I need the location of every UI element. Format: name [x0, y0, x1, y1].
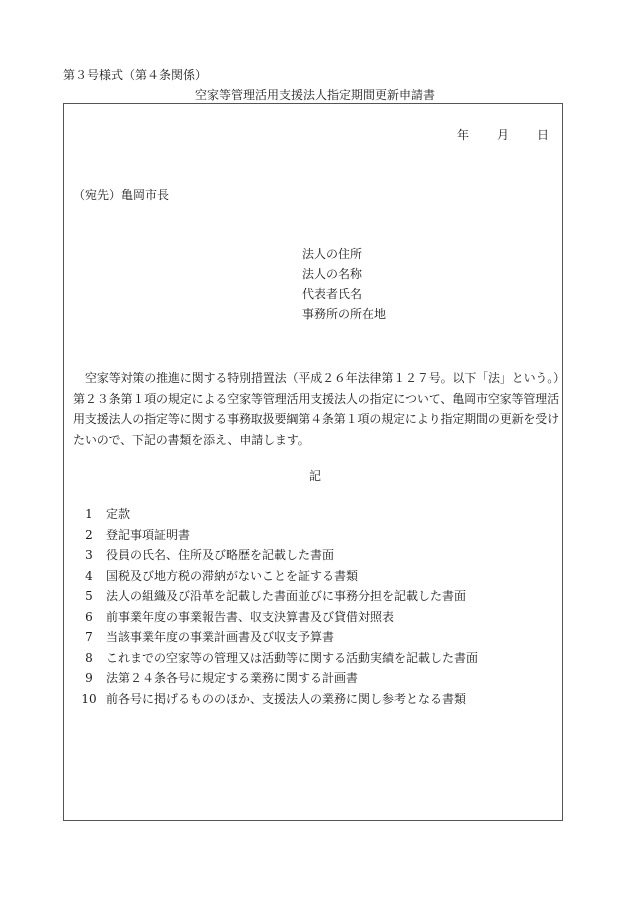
- list-item: [78, 525, 478, 546]
- date-line: [457, 126, 549, 143]
- list-item-text: 法第２４条各号に規定する業務に関する計画書: [106, 671, 359, 685]
- addressee: （宛先）亀岡市長: [73, 188, 170, 202]
- list-item: [78, 689, 478, 710]
- list-item-text: 役員の氏名、住所及び略歴を記載した書面: [106, 548, 335, 562]
- list-item: [78, 504, 478, 525]
- list-item-number: 1: [85, 507, 93, 521]
- list-item: [78, 545, 478, 566]
- representative-name-label: 代表者氏名: [302, 287, 363, 301]
- list-item: [78, 648, 478, 669]
- form-frame: [63, 103, 563, 821]
- form-number: 第３号様式（第４条関係）: [63, 68, 208, 82]
- list-item-number: 6: [85, 609, 93, 624]
- list-item-text: 定款: [106, 507, 131, 521]
- list-item: [78, 586, 478, 607]
- list-item: [78, 668, 478, 689]
- list-item-text: これまでの空家等の管理又は活動等に関する活動実績を記載した書面: [106, 650, 479, 665]
- list-item-number: 7: [85, 630, 93, 644]
- list-item-text: 前各号に掲げるもののほか、支援法人の業務に関し参考となる書類: [106, 691, 467, 706]
- applicant-address-label: 法人の住所: [302, 247, 363, 261]
- list-item-number: 9: [85, 671, 93, 685]
- list-item-number: 8: [85, 650, 93, 665]
- application-statement: 空家等対策の推進に関する特別措置法（平成２６年法律第１２７号。以下「法」という。）第２３条第１項の規定による空家等管理活用支援法人の指定について、亀岡市空家等管理活用支援法人の指定等に関する事務取扱要綱第４条第１項の規定により指定期間の更新を受けたいので、下記の書類を添え、申請します。: [73, 371, 559, 447]
- list-item-number: 4: [85, 568, 93, 583]
- applicant-fields: [302, 244, 386, 324]
- date-day-label: 日: [536, 128, 549, 142]
- page-title: 空家等管理活用支援法人指定期間更新申請書: [194, 88, 435, 102]
- date-year-label: 年: [457, 128, 470, 142]
- list-item-text: 国税及び地方税の滞納がないことを証する書類: [106, 568, 359, 583]
- applicant-name-label: 法人の名称: [302, 267, 363, 281]
- list-item-number: 5: [85, 589, 93, 603]
- list-item-text: 前事業年度の事業報告書、収支決算書及び貸借対照表: [106, 609, 395, 624]
- list-item-number: 10: [81, 691, 97, 706]
- list-item-number: 3: [85, 548, 93, 562]
- list-item: [78, 627, 478, 648]
- ki-heading: 記: [308, 469, 321, 483]
- office-location-label: 事務所の所在地: [302, 307, 387, 321]
- date-month-label: 月: [496, 128, 509, 142]
- list-item-text: 当該事業年度の事業計画書及び収支予算書: [106, 630, 335, 644]
- list-item-text: 登記事項証明書: [106, 527, 191, 542]
- list-item: [78, 566, 478, 587]
- attachment-list: [78, 504, 478, 709]
- list-item: [78, 607, 478, 628]
- list-item-number: 2: [85, 527, 93, 542]
- list-item-text: 法人の組織及び沿革を記載した書面並びに事務分担を記載した書面: [106, 589, 467, 603]
